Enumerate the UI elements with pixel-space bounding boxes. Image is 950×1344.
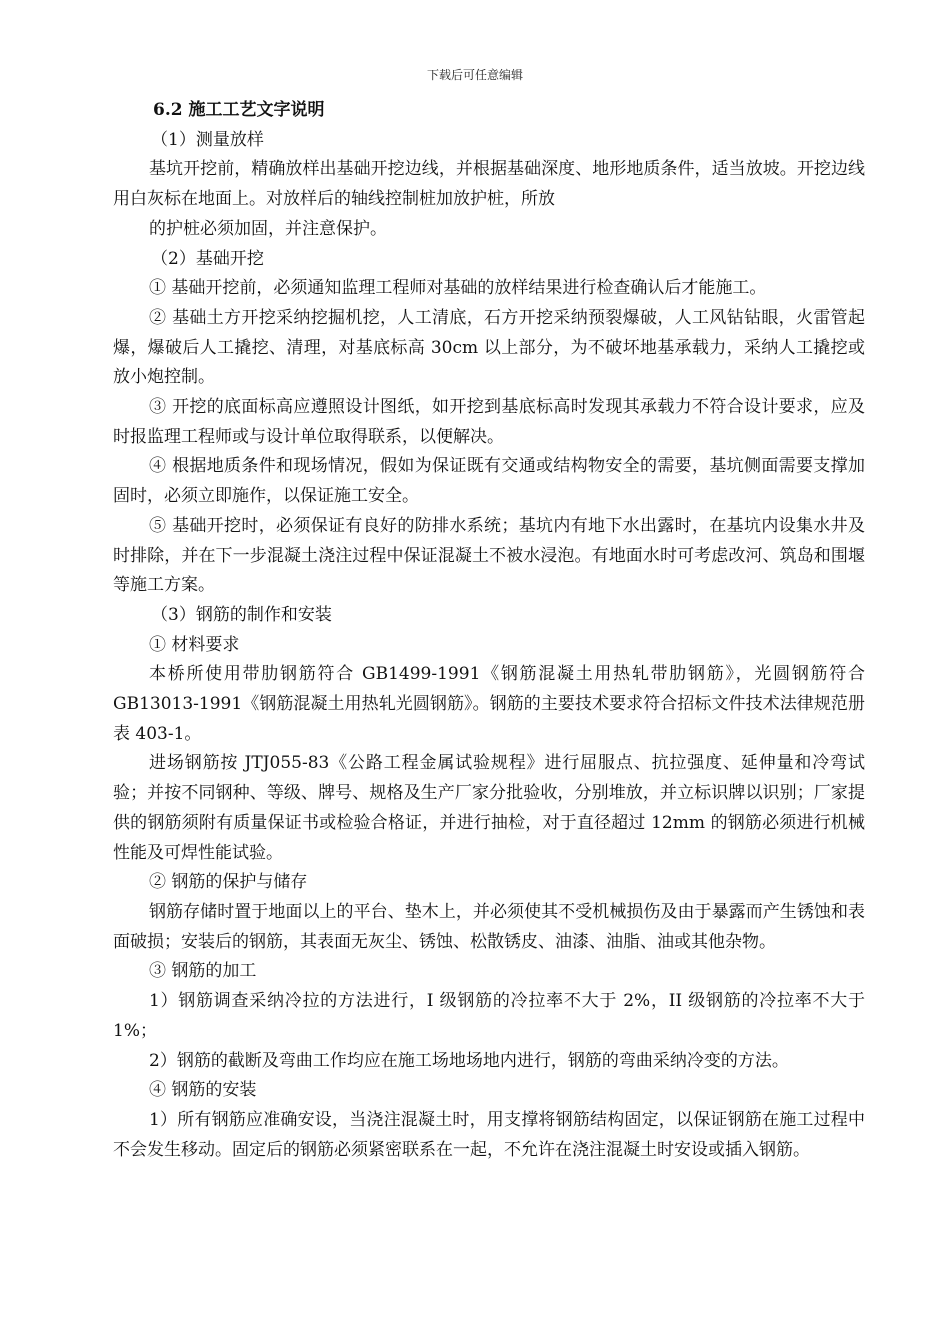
paragraph: ⑤ 基础开挖时，必须保证有良好的防排水系统；基坑内有地下水出露时，在基坑内设集水井及时排除，并在下一步混凝土浇注过程中保证混凝土不被水浸泡。有地面水时可考虑改河、筑岛和围堰等施工方案。: [113, 515, 865, 596]
section-title: 6.2 施工工艺文字说明: [153, 100, 325, 120]
page-header: 下载后可任意编辑: [426, 68, 523, 82]
paragraph: ② 钢筋的保护与储存: [149, 872, 308, 893]
paragraph: ③ 开挖的底面标高应遵照设计图纸，如开挖到基底标高时发现其承载力不符合设计要求，应及时报监理工程师或与设计单位取得联系，以便解决。: [113, 397, 865, 447]
paragraph: （2）基础开挖: [151, 248, 264, 269]
paragraph: 进场钢筋按 JTJ055-83《公路工程金属试验规程》进行屈服点、抗拉强度、延伸量和冷弯试验；并按不同钢种、等级、牌号、规格及生产厂家分批验收，分别堆放，并立标识牌以识别；厂家提供的钢筋须附有质量保证书或检验合格证，并进行抽检，对于直径超过 12mm 的钢筋必须进行机械性能及可焊性能试验。: [113, 753, 865, 863]
paragraph: 2）钢筋的截断及弯曲工作均应在施工场地场地内进行，钢筋的弯曲采纳冷变的方法。: [149, 1050, 789, 1071]
paragraph-list: [113, 126, 865, 1166]
document-body: [113, 96, 865, 1165]
paragraph: ④ 根据地质条件和现场情况，假如为保证既有交通或结构物安全的需要，基坑侧面需要支撑加固时，必须立即施作，以保证施工安全。: [113, 456, 865, 507]
paragraph: 1）钢筋调查采纳冷拉的方法进行，I 级钢筋的冷拉率不大于 2%，II 级钢筋的冷拉率不大于 1%；: [113, 991, 865, 1041]
paragraph: 1）所有钢筋应准确安设，当浇注混凝土时，用支撑将钢筋结构固定，以保证钢筋在施工过程中不会发生移动。固定后的钢筋必须紧密联系在一起，不允许在浇注混凝土时安设或插入钢筋。: [113, 1109, 865, 1160]
paragraph: 的护桩必须加固，并注意保护。: [149, 218, 387, 239]
paragraph: （3）钢筋的制作和安装: [151, 604, 332, 625]
paragraph: ① 材料要求: [149, 634, 240, 655]
paragraph: 本桥所使用带肋钢筋符合 GB1499-1991《钢筋混凝土用热轧带肋钢筋》，光圆钢筋符合 GB13013-1991《钢筋混凝土用热轧光圆钢筋》。钢筋的主要技术要求符合招标文件技术法律规范册表 403-1。: [113, 664, 865, 744]
paragraph: （1）测量放样: [151, 129, 264, 150]
paragraph: 钢筋存储时置于地面以上的平台、垫木上，并必须使其不受机械损伤及由于暴露而产生锈蚀和表面破损；安装后的钢筋，其表面无灰尘、锈蚀、松散锈皮、油漆、油脂、油或其他杂物。: [113, 901, 865, 952]
paragraph: ④ 钢筋的安装: [149, 1080, 257, 1101]
paragraph: ③ 钢筋的加工: [149, 961, 257, 982]
paragraph: 基坑开挖前，精确放样出基础开挖边线，并根据基础深度、地形地质条件，适当放坡。开挖边线用白灰标在地面上。对放样后的轴线控制桩加放护桩，所放: [113, 159, 865, 210]
paragraph: ② 基础土方开挖采纳挖掘机挖，人工清底，石方开挖采纳预裂爆破，人工风钻钻眼，火雷管起爆，爆破后人工撬挖、清理，对基底标高 30cm 以上部分，为不破坏地基承载力，采纳人工撬挖或放小炮控制。: [113, 307, 865, 388]
paragraph: ① 基础开挖前，必须通知监理工程师对基础的放样结果进行检查确认后才能施工。: [149, 278, 767, 299]
